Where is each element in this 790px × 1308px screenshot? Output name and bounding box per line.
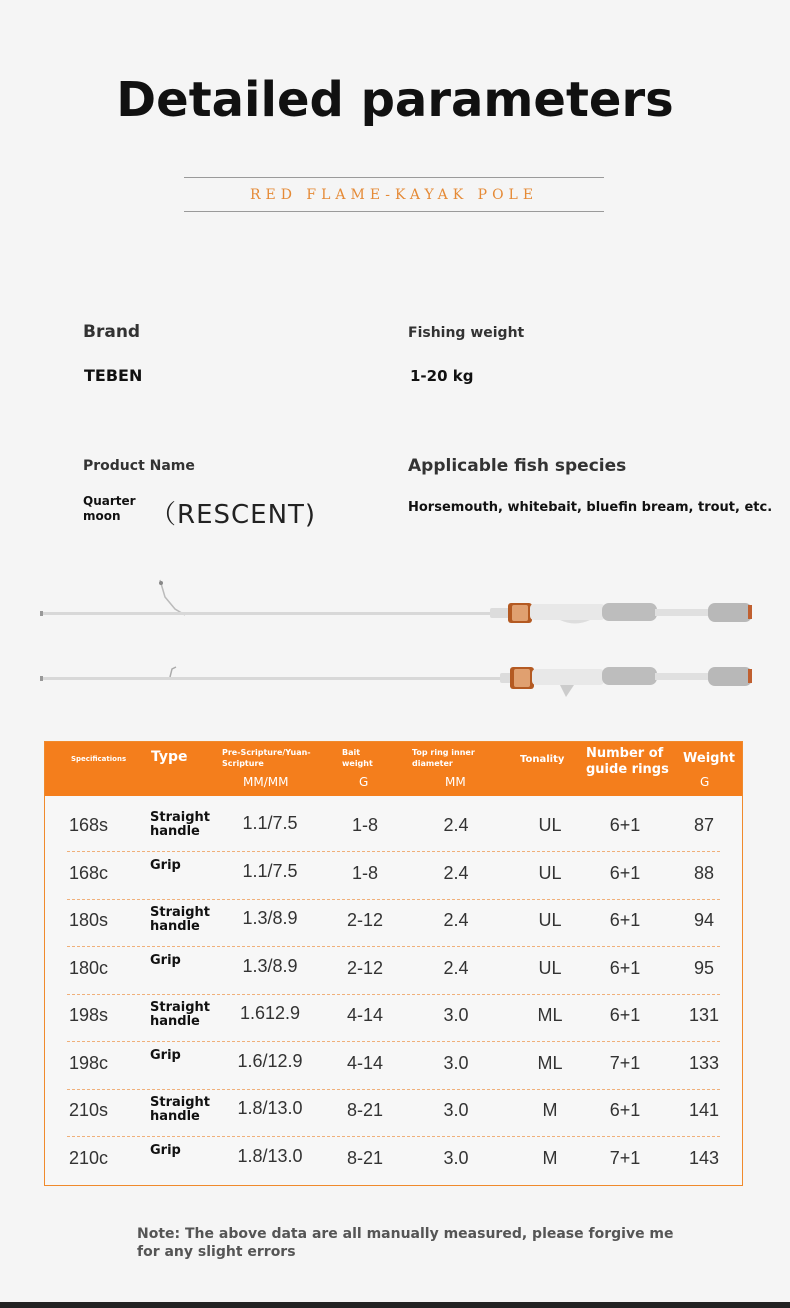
cell-guides: 6+1: [609, 1100, 641, 1120]
cell-spec: 198s: [69, 1005, 109, 1025]
cell-spec: 168c: [69, 862, 109, 883]
cell-weight: 143: [688, 1147, 720, 1168]
header-type: Type: [151, 749, 188, 765]
fishing-weight-value: 1-20 kg: [410, 367, 474, 385]
cell-scripture: 1.3/8.9: [242, 955, 298, 976]
cell-guides: 6+1: [609, 957, 641, 978]
cell-topring: 3.0: [443, 1147, 469, 1168]
cell-scripture: 1.6/12.9: [237, 1050, 303, 1071]
cell-topring: 3.0: [443, 1052, 469, 1073]
cell-tonality: M: [542, 1100, 558, 1120]
header-bait: Bait weight: [342, 748, 373, 768]
cell-guides: 6+1: [609, 862, 641, 883]
cell-type: Grip: [150, 952, 181, 968]
header-specifications: Specifications: [71, 755, 127, 763]
cell-topring: 3.0: [443, 1100, 469, 1120]
cell-type: Straight handle: [150, 810, 210, 839]
cell-scripture: 1.8/13.0: [237, 1098, 303, 1118]
cell-bait: 8-21: [346, 1100, 384, 1120]
table-row: [45, 805, 742, 852]
cell-type: Grip: [150, 857, 181, 873]
cell-guides: 6+1: [609, 1005, 641, 1025]
cell-guides: 6+1: [609, 815, 641, 835]
header-scripture-unit: MM/MM: [243, 775, 289, 789]
cell-spec: 210s: [69, 1100, 109, 1120]
casting-rod-image: [0, 655, 790, 705]
cell-weight: 95: [693, 957, 715, 978]
cell-type: Straight handle: [150, 905, 210, 934]
cell-spec: 198c: [69, 1052, 109, 1073]
subtitle-text: RED FLAME-KAYAK POLE: [249, 187, 539, 203]
brand-value: TEBEN: [84, 366, 143, 385]
table-row: [45, 1090, 742, 1137]
cell-tonality: UL: [538, 957, 562, 978]
page-title: Detailed parameters: [116, 72, 674, 128]
table-row: [45, 1043, 742, 1090]
cell-bait: 1-8: [351, 815, 378, 835]
fishing-weight-label: Fishing weight: [408, 325, 525, 341]
cell-bait: 8-21: [346, 1147, 384, 1168]
species-label: Applicable fish species: [408, 456, 627, 476]
subtitle-banner: [184, 177, 604, 212]
cell-tonality: ML: [537, 1052, 563, 1073]
cell-weight: 94: [693, 910, 715, 930]
cell-bait: 4-14: [346, 1052, 384, 1073]
table-row: [45, 900, 742, 947]
cell-tonality: UL: [538, 910, 562, 930]
cell-guides: 7+1: [609, 1052, 641, 1073]
cell-weight: 87: [693, 815, 715, 835]
cell-bait: 1-8: [351, 862, 378, 883]
header-weight-unit: G: [700, 775, 710, 789]
cell-bait: 2-12: [346, 957, 384, 978]
product-name-small: Quarter moon: [83, 494, 136, 523]
cell-scripture: 1.612.9: [239, 1003, 301, 1023]
cell-type: Grip: [150, 1142, 181, 1158]
table-row: [45, 1138, 742, 1185]
cell-topring: 3.0: [443, 1005, 469, 1025]
cell-topring: 2.4: [443, 815, 469, 835]
footnote: Note: The above data are all manually measured, please forgive me for any slight errors: [137, 1226, 674, 1260]
table-row: [45, 995, 742, 1042]
spinning-rod-image: [0, 575, 790, 631]
brand-label: Brand: [83, 322, 141, 342]
cell-spec: 210c: [69, 1147, 109, 1168]
table-header: [45, 742, 742, 796]
cell-topring: 2.4: [443, 910, 469, 930]
header-bait-unit: G: [359, 775, 369, 789]
header-scripture: Pre-Scripture/Yuan-Scripture: [222, 748, 311, 768]
header-topring: Top ring inner diameter: [412, 748, 475, 768]
header-guides: Number of guide rings: [586, 746, 669, 777]
cell-spec: 180s: [69, 910, 109, 930]
table-row: [45, 853, 742, 900]
cell-topring: 2.4: [443, 957, 469, 978]
cell-type: Straight handle: [150, 1000, 210, 1029]
cell-type: Straight handle: [150, 1095, 210, 1124]
header-topring-unit: MM: [445, 775, 466, 789]
cell-tonality: UL: [538, 815, 562, 835]
cell-scripture: 1.8/13.0: [237, 1145, 303, 1166]
cell-tonality: UL: [538, 862, 562, 883]
cell-spec: 180c: [69, 957, 109, 978]
header-weight: Weight: [683, 751, 735, 766]
cell-guides: 6+1: [609, 910, 641, 930]
table-row: [45, 948, 742, 995]
product-name-large: （RESCENT): [150, 500, 317, 530]
cell-scripture: 1.3/8.9: [242, 908, 298, 928]
header-tonality: Tonality: [520, 754, 565, 765]
cell-weight: 133: [688, 1052, 720, 1073]
cell-guides: 7+1: [609, 1147, 641, 1168]
cell-scripture: 1.1/7.5: [242, 813, 298, 833]
bottom-bar: [0, 1302, 790, 1308]
species-value: Horsemouth, whitebait, bluefin bream, trout, etc.: [408, 500, 773, 515]
cell-bait: 2-12: [346, 910, 384, 930]
cell-tonality: M: [542, 1147, 558, 1168]
cell-bait: 4-14: [346, 1005, 384, 1025]
cell-scripture: 1.1/7.5: [242, 860, 298, 881]
cell-weight: 88: [693, 862, 715, 883]
cell-topring: 2.4: [443, 862, 469, 883]
spec-table: [44, 741, 743, 1186]
cell-spec: 168s: [69, 815, 109, 835]
cell-type: Grip: [150, 1047, 181, 1063]
cell-weight: 131: [688, 1005, 720, 1025]
cell-weight: 141: [688, 1100, 720, 1120]
product-name-label: Product Name: [83, 458, 195, 474]
cell-tonality: ML: [537, 1005, 563, 1025]
